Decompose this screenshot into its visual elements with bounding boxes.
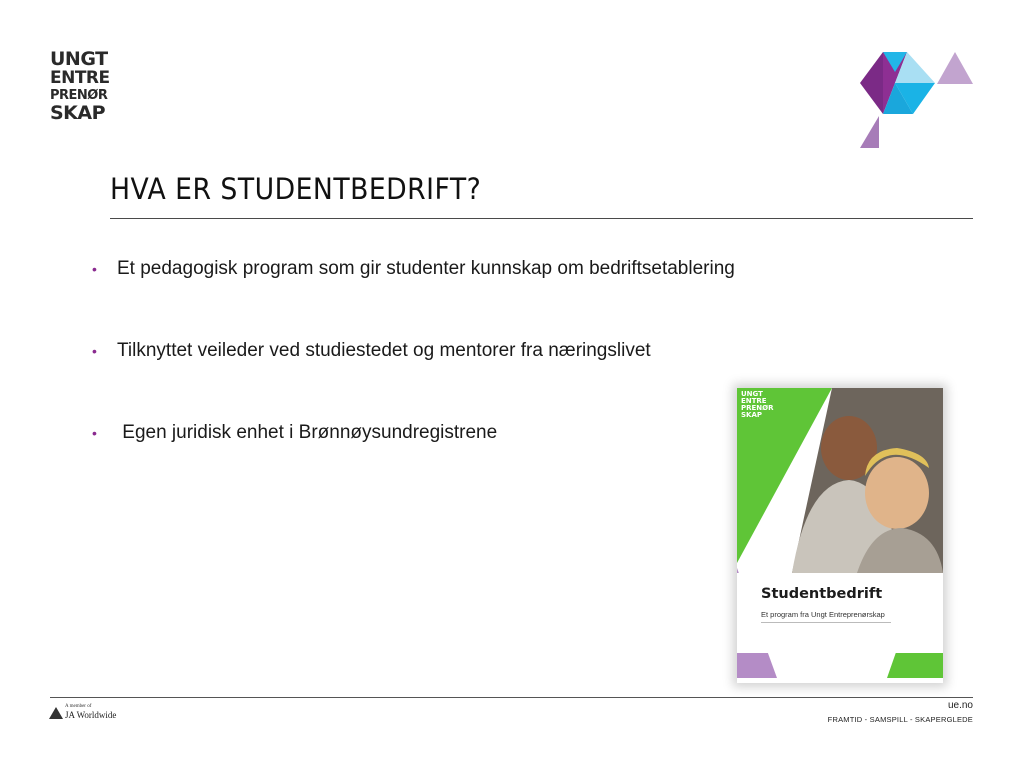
ja-triangle-icon: [49, 707, 63, 719]
triangle-brand-mark: [855, 48, 980, 153]
purple-triangle-bottom: [860, 116, 879, 148]
lavender-triangle: [937, 52, 973, 84]
ja-member-text: A member of: [65, 704, 92, 709]
footer-tagline: FRAMTID - SAMSPILL - SKAPERGLEDE: [827, 715, 973, 724]
logo-line: PRENØR: [50, 88, 108, 103]
page-title: HVA ER STUDENTBEDRIFT?: [110, 172, 482, 206]
cover-subtitle: Et program fra Ungt Entreprenørskap: [761, 610, 885, 619]
purple-triangle-left: [860, 52, 883, 114]
cover-title: Studentbedrift: [761, 586, 883, 602]
site-url[interactable]: ue.no: [947, 700, 973, 711]
cover-divider: [761, 622, 891, 623]
logo-line: SKAP: [50, 102, 106, 124]
cover-logo-line: UNGT: [741, 390, 763, 398]
ue-logo: [50, 50, 130, 123]
cover-artwork: [737, 388, 943, 683]
title-divider: [110, 218, 973, 219]
cover-logo-line: SKAP: [741, 411, 763, 419]
studentbedrift-brochure-cover: [737, 388, 943, 683]
logo-line: ENTRE: [50, 68, 110, 88]
cover-logo: [741, 391, 774, 419]
ja-name-text: JA Worldwide: [65, 710, 117, 720]
bullet-text: Tilknyttet veileder ved studiestedet og mentorer fra næringslivet: [117, 340, 651, 361]
footer-divider: [50, 697, 973, 698]
cover-logo-line: ENTRE: [741, 397, 767, 405]
bullet-text: Et pedagogisk program som gir studenter kunnskap om bedriftsetablering: [117, 258, 735, 279]
bullet-icon: •: [92, 343, 97, 359]
logo-line: UNGT: [50, 48, 108, 70]
bullet-text: Egen juridisk enhet i Brønnøysundregistrene: [117, 422, 498, 443]
cover-logo-line: PRENØR: [741, 404, 774, 412]
bullet-icon: •: [92, 425, 97, 441]
bullet-icon: •: [92, 261, 97, 277]
